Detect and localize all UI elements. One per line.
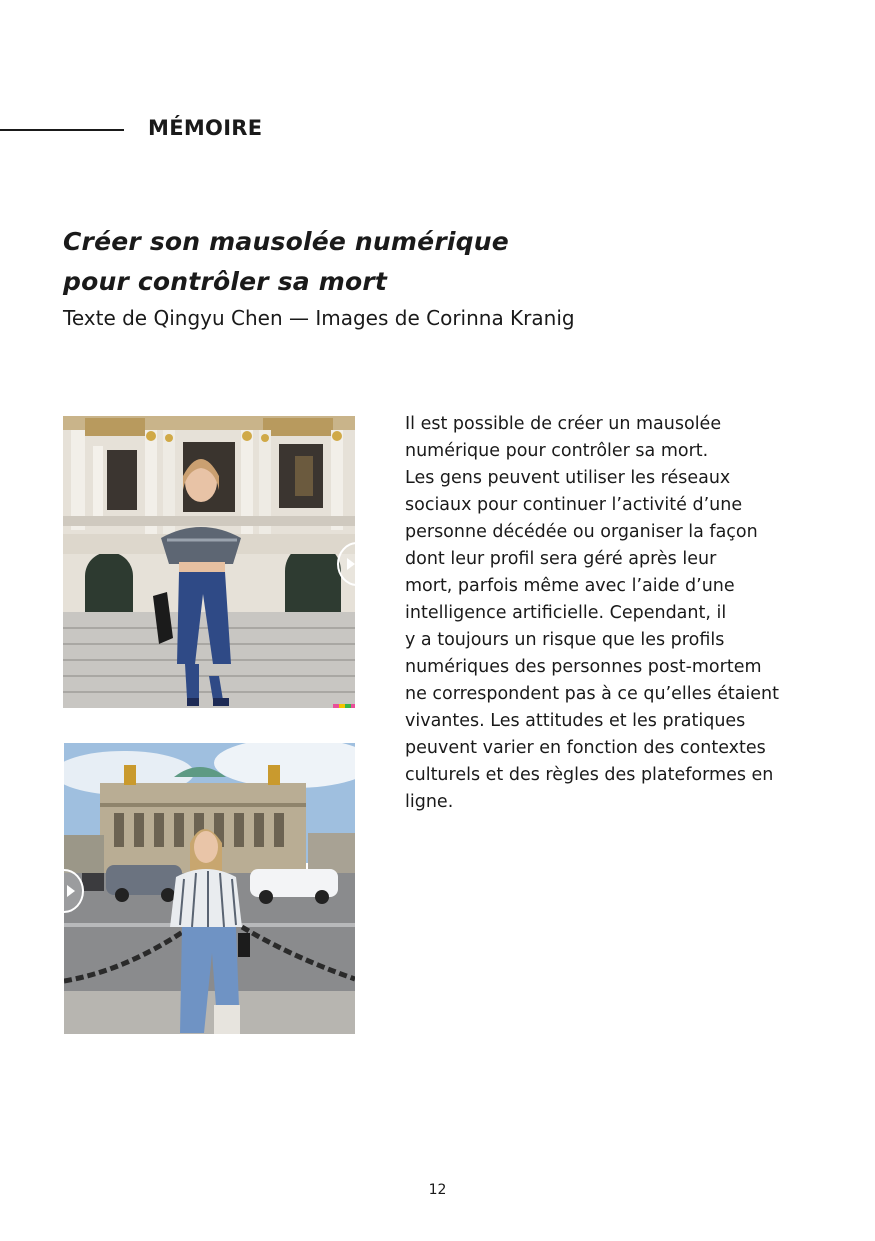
article-title-line: pour contrôler sa mort [63,267,388,296]
article-body-line: intelligence artificielle. Cependant, il [405,603,727,623]
article-body-line: personne décédée ou organiser la façon [405,522,758,542]
article-body-line: numérique pour contrôler sa mort. [405,441,709,461]
article-title-line: Créer son mausolée numérique [63,227,509,256]
article-body-line: y a toujours un risque que les profils [405,630,725,650]
article-body [405,411,815,816]
article-body-line: sociaux pour continuer l’activité d’une [405,495,743,515]
article-title [63,222,509,302]
section-label: MÉMOIRE [148,116,263,140]
article-body-line: ne correspondent pas à ce qu’elles étaient [405,684,780,704]
section-rule [0,129,124,131]
article-body-line: vivantes. Les attitudes et les pratiques [405,711,746,731]
article-body-line: numériques des personnes post-mortem [405,657,762,677]
article-body-line: peuvent varier en fonction des contextes [405,738,766,758]
article-body-line: dont leur profil sera géré après leur [405,549,717,569]
article-body-line: ligne. [405,792,454,812]
photo-opera-square [64,743,355,1034]
article-byline: Texte de Qingyu Chen — Images de Corinna Kranig [63,306,575,330]
article-body-line: mort, parfois même avec l’aide d’une [405,576,735,596]
article-body-line: culturels et des règles des plateformes en [405,765,774,785]
page-number: 12 [428,1182,447,1198]
article-body-line: Les gens peuvent utiliser les réseaux [405,468,731,488]
article-body-line: Il est possible de créer un mausolée [405,414,722,434]
photo-opera-steps [63,416,355,708]
